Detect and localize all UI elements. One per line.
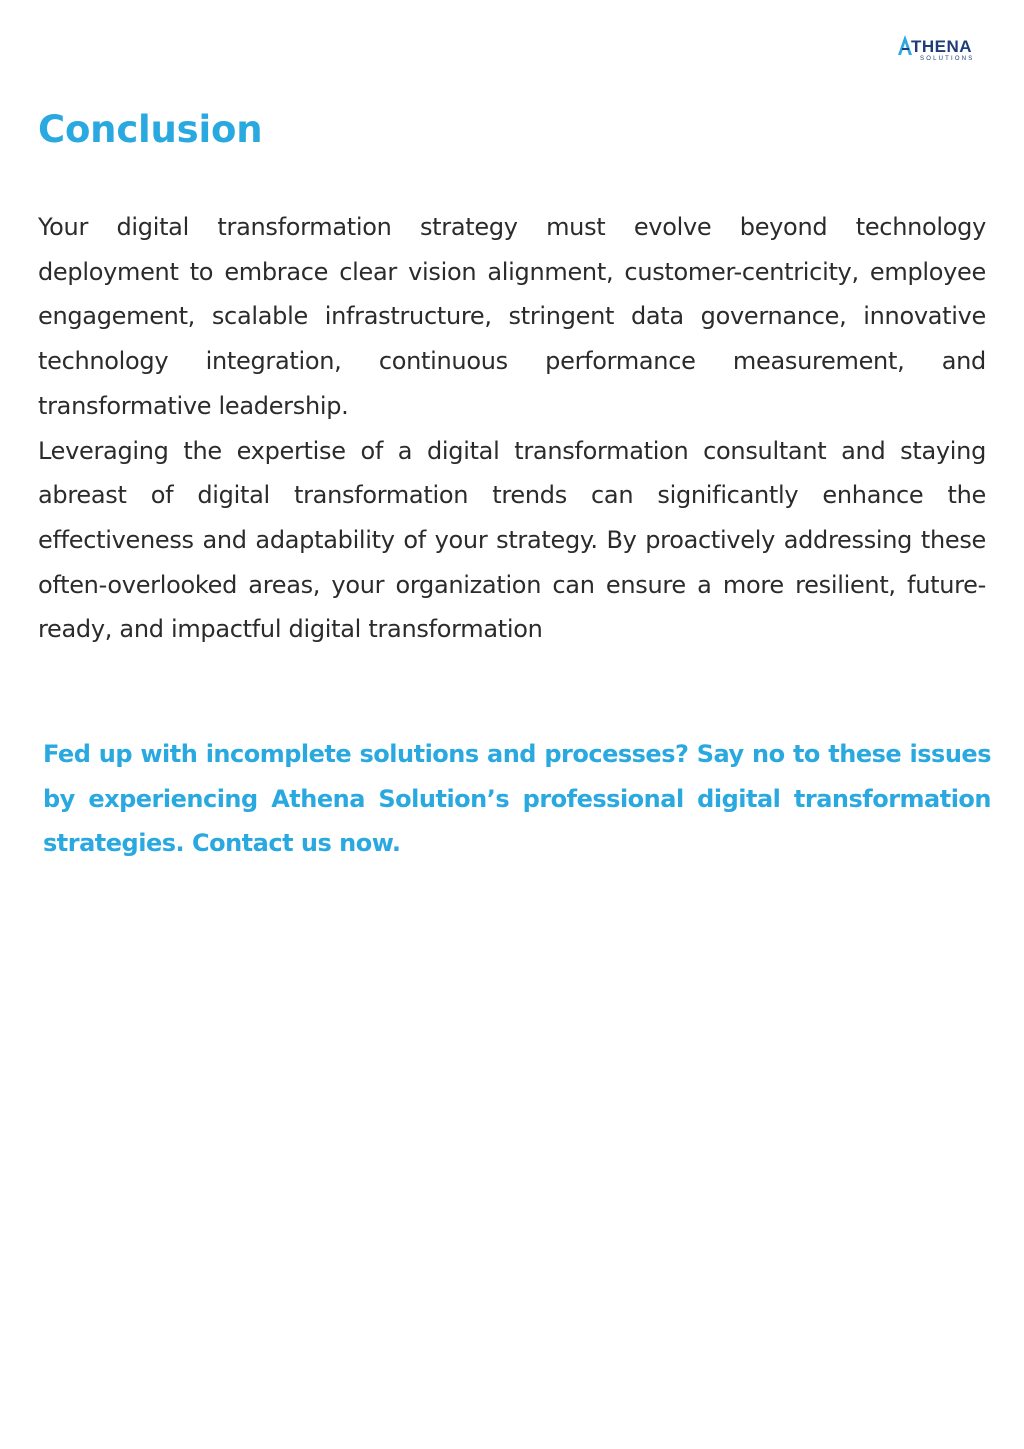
call-to-action: Fed up with incomplete solutions and processes? Say no to these issues by experiencing Athena Solution’s professional digital transformation strategies. Contact us now. xyxy=(43,740,991,858)
athena-solutions-logo xyxy=(898,33,986,63)
athena-logo-mark xyxy=(898,33,986,63)
logo-brand-text: THENA xyxy=(911,37,973,56)
body-paragraph: Your digital transformation strategy must evolve beyond technology deployment to embrace clear vision alignment, customer-centricity, employee engagement, scalable infrastructure, stringent data governance, innovative technology integration, continuous performance measurement, and transformative leadership. xyxy=(38,213,986,420)
logo-sub-text: SOLUTIONS xyxy=(920,56,975,62)
body-paragraph: Leveraging the expertise of a digital transformation consultant and staying abreast of digital transformation trends can significantly enhance the effectiveness and adaptability of your strategy. By proactively addressing these often-overlooked areas, your organization can ensure a more resilient, future-ready, and impactful digital transformation xyxy=(38,436,986,644)
body-content xyxy=(38,205,986,652)
page-title: Conclusion xyxy=(38,108,263,151)
